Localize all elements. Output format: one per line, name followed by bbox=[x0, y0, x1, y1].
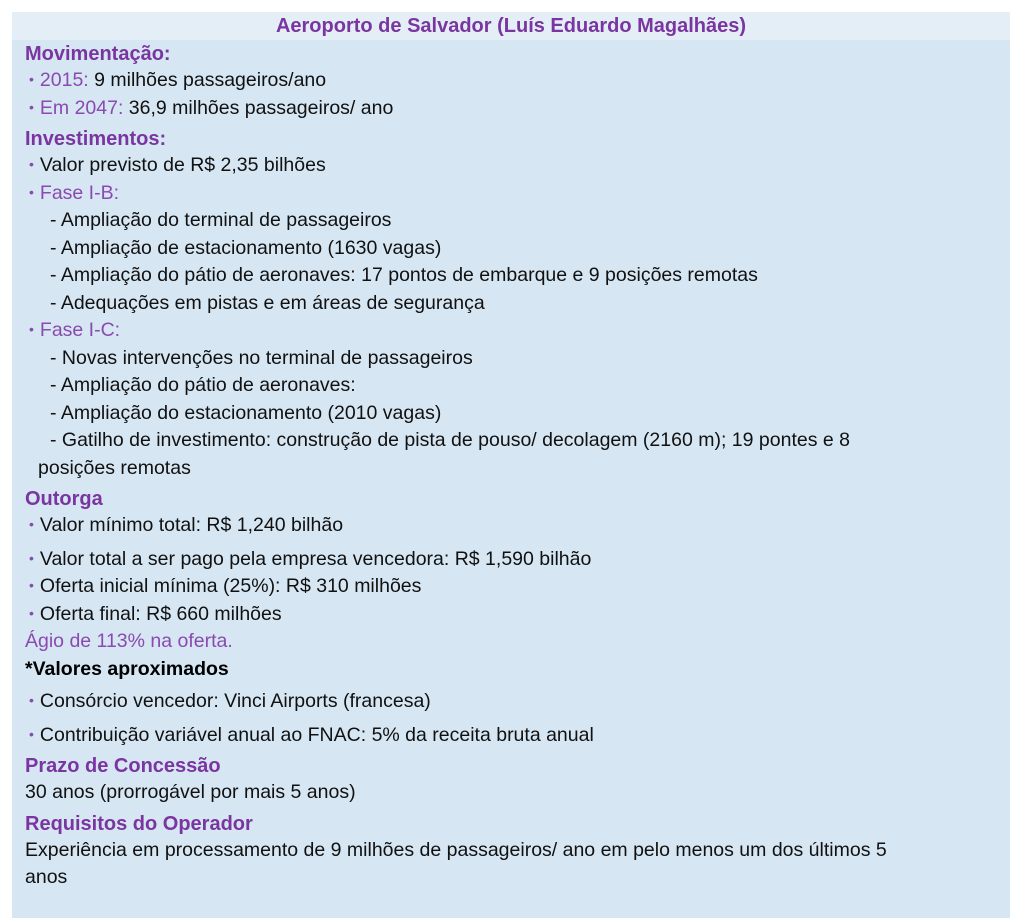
sub-item: - Novas intervenções no terminal de passageiros bbox=[50, 346, 473, 369]
heading-outorga: Outorga bbox=[25, 488, 103, 510]
item-text: Valor total a ser pago pela empresa vencedora: R$ 1,590 bilhão bbox=[39, 547, 592, 570]
list-item bbox=[25, 601, 1010, 629]
heading-requisitos: Requisitos do Operador bbox=[25, 812, 253, 835]
list-item bbox=[25, 152, 1010, 180]
page-title: Aeroporto de Salvador (Luís Eduardo Magalhães) bbox=[275, 14, 747, 37]
content bbox=[12, 40, 1010, 892]
list-item bbox=[25, 688, 1010, 716]
sub-item: - Ampliação do pátio de aeronaves: 17 pontos de embarque e 9 posições remotas bbox=[50, 264, 758, 286]
bullet-icon: • bbox=[29, 516, 34, 532]
list-item bbox=[25, 67, 1010, 95]
list-item bbox=[25, 180, 1010, 208]
agio-text: Ágio de 113% na oferta. bbox=[25, 630, 233, 652]
item-text: Valor mínimo total: R$ 1,240 bilhão bbox=[39, 514, 344, 536]
item-label: 2015: bbox=[39, 69, 89, 91]
item-label: Em 2047: bbox=[39, 96, 124, 119]
list-item bbox=[25, 512, 1010, 540]
sub-item-continuation: posições remotas bbox=[38, 456, 191, 479]
sub-item: - Ampliação do terminal de passageiros bbox=[50, 209, 392, 231]
requisitos-text-continuation: anos bbox=[25, 866, 68, 888]
bullet-icon: • bbox=[29, 71, 34, 87]
list-item bbox=[25, 95, 1010, 123]
list-item bbox=[25, 546, 1010, 574]
title-bar bbox=[12, 12, 1010, 40]
heading-prazo: Prazo de Concessão bbox=[25, 755, 221, 777]
item-text: Consórcio vencedor: Vinci Airports (francesa) bbox=[39, 690, 431, 712]
bullet-icon: • bbox=[29, 183, 34, 200]
bullet-icon: • bbox=[29, 549, 34, 566]
bullet-icon: • bbox=[29, 98, 34, 115]
item-label: Fase I-B: bbox=[39, 181, 120, 204]
info-card bbox=[12, 12, 1010, 918]
sub-item: - Ampliação de estacionamento (1630 vagas) bbox=[50, 236, 442, 259]
bullet-icon: • bbox=[29, 156, 34, 172]
bullet-icon: • bbox=[29, 692, 34, 708]
list-item bbox=[25, 317, 1010, 345]
bullet-icon: • bbox=[29, 725, 34, 742]
bullet-icon: • bbox=[29, 577, 34, 593]
list-item bbox=[25, 722, 1010, 750]
bullet-icon: • bbox=[29, 604, 34, 621]
item-text: 36,9 milhões passageiros/ ano bbox=[123, 96, 394, 119]
sub-item: - Gatilho de investimento: construção de pista de pouso/ decolagem (2160 m); 19 pontes e 8 bbox=[50, 429, 850, 451]
sub-item: - Ampliação do pátio de aeronaves: bbox=[50, 374, 356, 396]
item-text: Valor previsto de R$ 2,35 bilhões bbox=[39, 154, 326, 176]
heading-movimentacao: Movimentação: bbox=[25, 43, 171, 65]
requisitos-text: Experiência em processamento de 9 milhões de passageiros/ ano em pelo menos um dos últimos 5 bbox=[25, 838, 887, 861]
bullet-icon: • bbox=[29, 321, 34, 337]
prazo-text: 30 anos (prorrogável por mais 5 anos) bbox=[25, 781, 356, 803]
item-text: 9 milhões passageiros/ano bbox=[88, 69, 327, 91]
sub-item: - Ampliação do estacionamento (2010 vagas) bbox=[50, 401, 442, 424]
sub-item: - Adequações em pistas e em áreas de segurança bbox=[50, 291, 485, 314]
list-item bbox=[25, 573, 1010, 601]
heading-investimentos: Investimentos: bbox=[25, 128, 167, 150]
item-text: Contribuição variável anual ao FNAC: 5% da receita bruta anual bbox=[39, 723, 594, 746]
item-text: Oferta inicial mínima (25%): R$ 310 milhões bbox=[39, 575, 422, 597]
item-label: Fase I-C: bbox=[39, 319, 121, 341]
note-text: *Valores aproximados bbox=[25, 657, 229, 680]
item-text: Oferta final: R$ 660 milhões bbox=[39, 602, 282, 625]
